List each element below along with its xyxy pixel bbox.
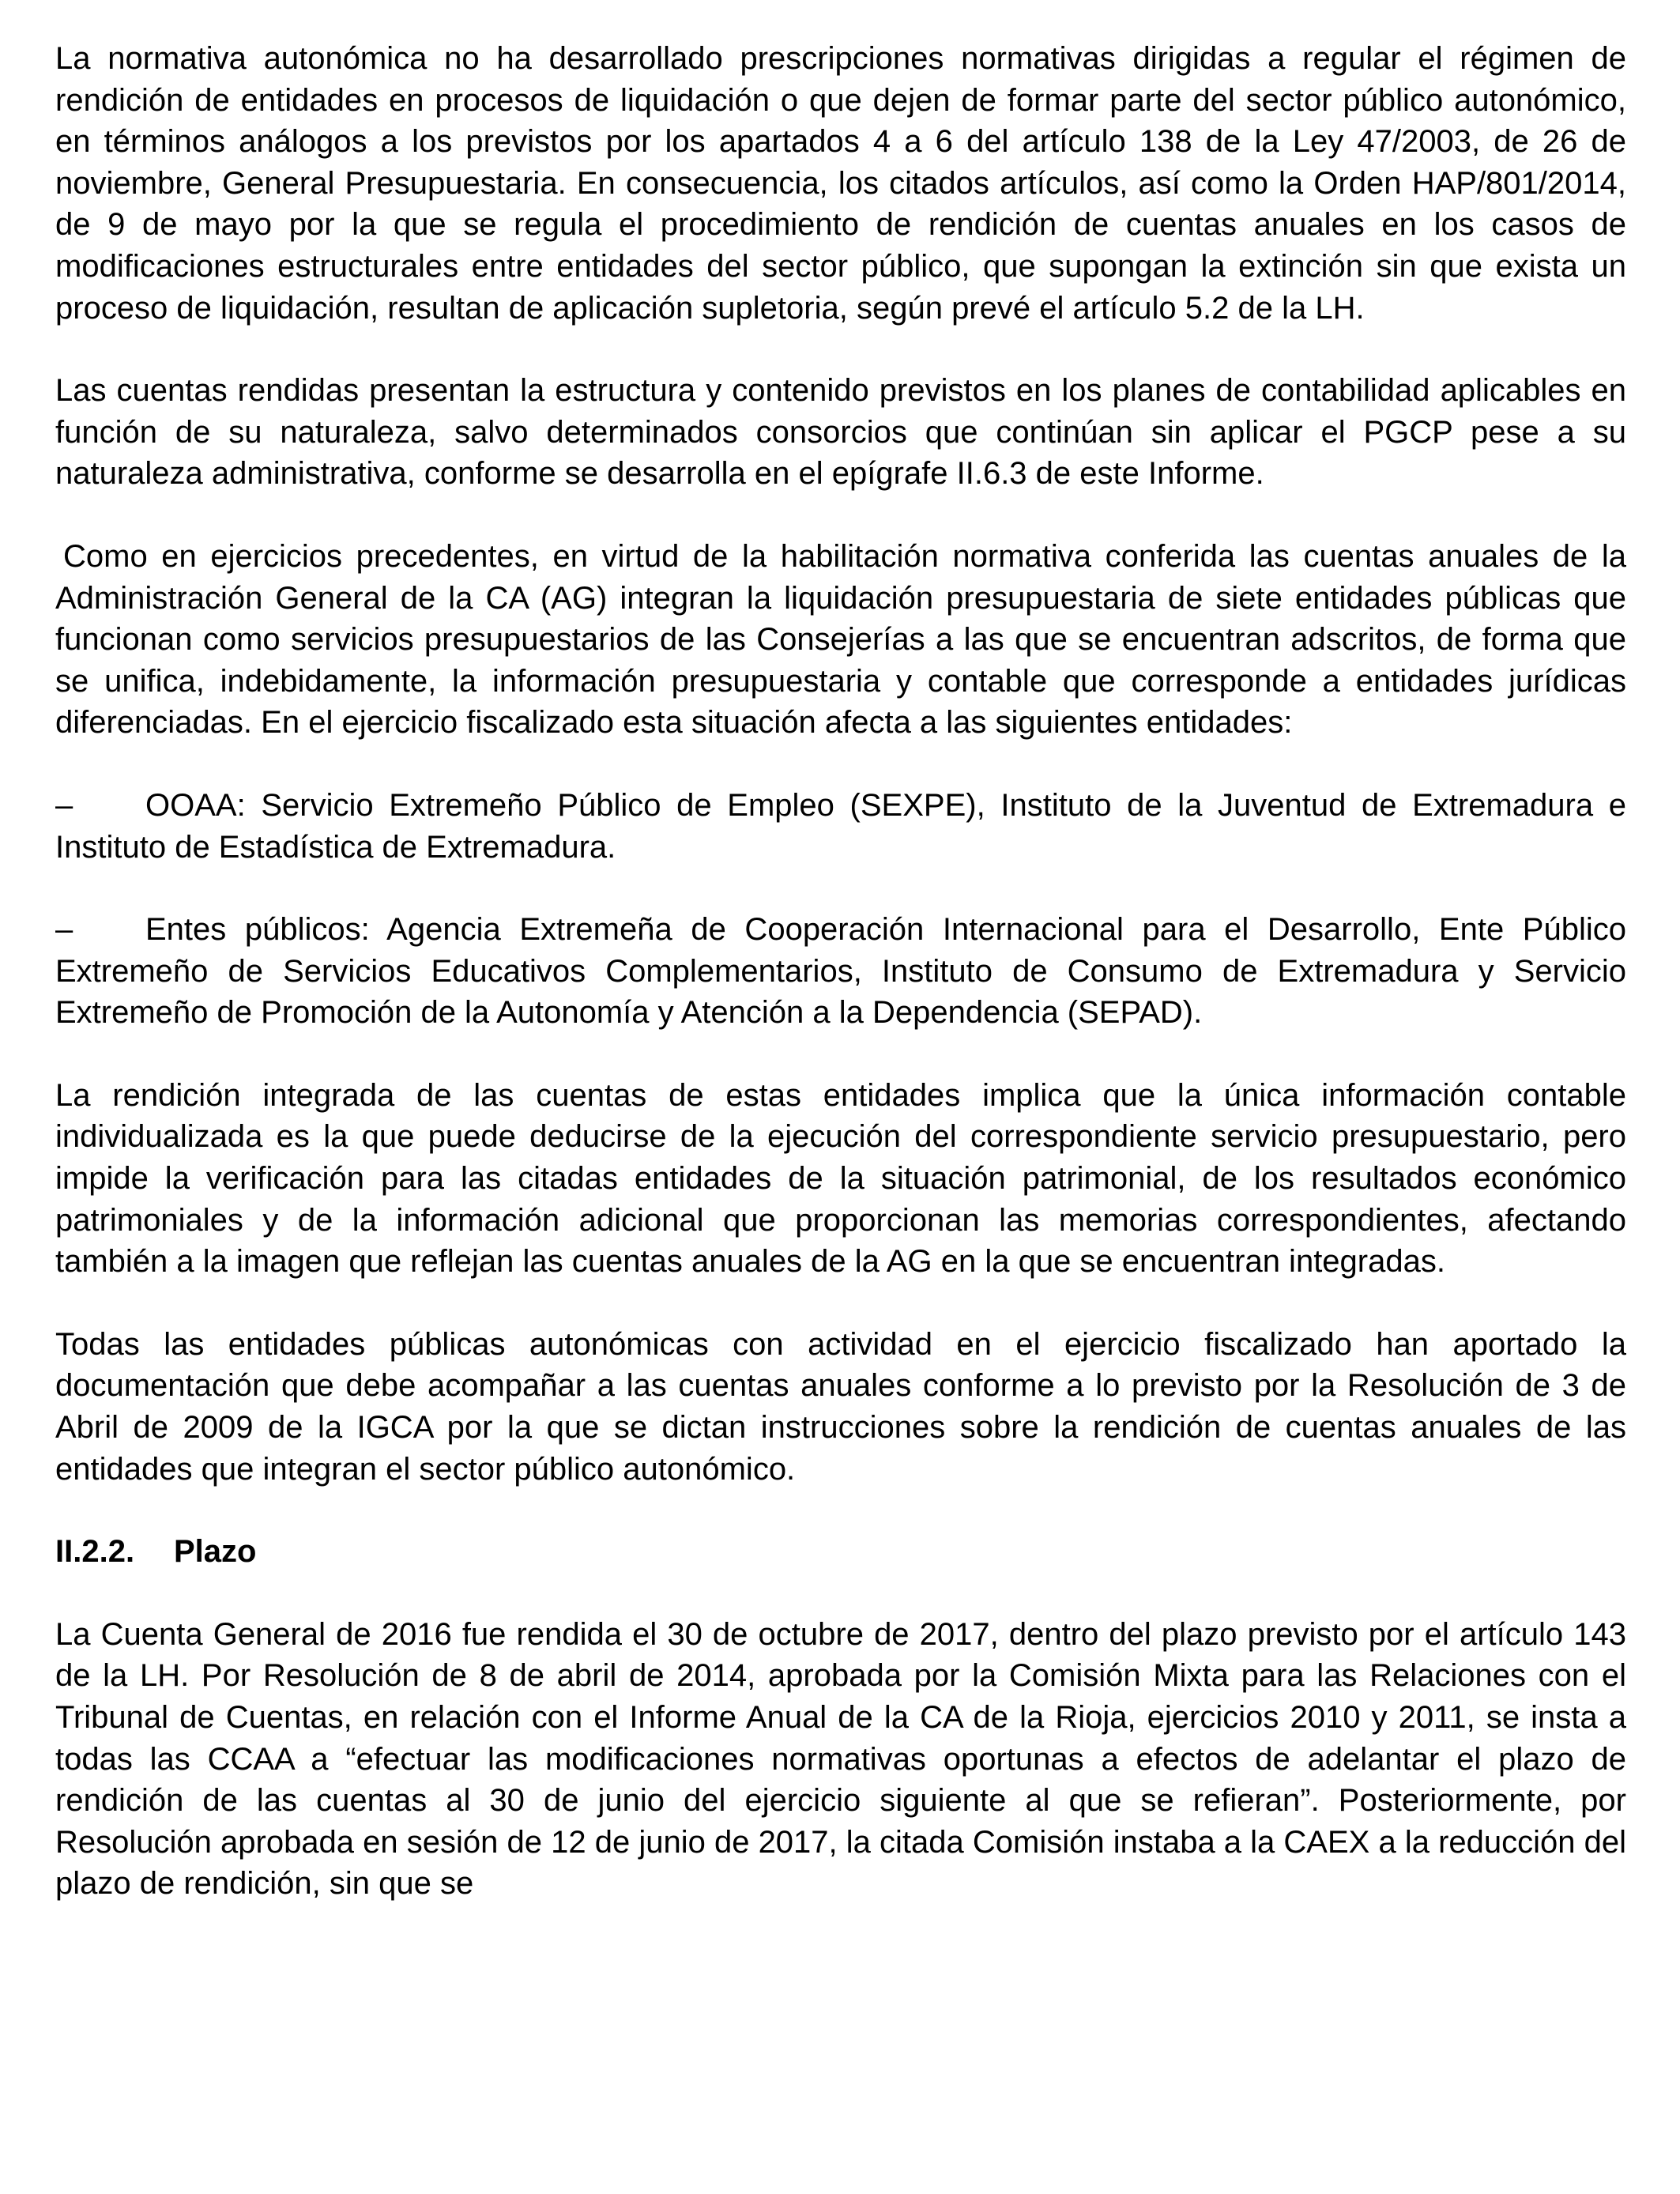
section-title: Plazo	[174, 1534, 257, 1570]
paragraph-accounts-structure: Las cuentas rendidas presentan la estructura y contenido previstos en los planes de contabilidad aplicables en función de su naturaleza, salvo determinados consorcios que continúan sin aplicar el PGCP pese a su naturaleza administrativa, conforme se desarrolla en el epígrafe II.6.3 de este Informe.	[55, 373, 1626, 492]
dash-bullet: –	[55, 912, 73, 948]
paragraph-integrated-entities: Como en ejercicios precedentes, en virtud de la habilitación normativa conferida las cuentas anuales de la Administración General de la CA (AG) integran la liquidación presupuestaria de siete entidades públicas que funcionan como servicios presupuestarios de las Consejerías a las que se encuentran adscritos, de forma que se unifica, indebidamente, la información presupuestaria y contable que corresponde a entidades jurídicas diferenciadas. En el ejercicio fiscalizado esta situación afecta a las siguientes entidades:	[55, 538, 1626, 741]
dash-bullet: –	[55, 787, 73, 823]
paragraph-integrated-rendering: La rendición integrada de las cuentas de estas entidades implica que la única información contable individualizada es la que puede deducirse de la ejecución del correspondiente servicio presupuestario, pero impide la verificación para las citadas entidades de la situación patrimonial, de los resultados económico patrimoniales y de la información adicional que proporcionan las memorias correspondientes, afectando también a la imagen que reflejan las cuentas anuales de la AG en la que se encuentran integradas.	[55, 1077, 1626, 1280]
section-number: II.2.2.	[55, 1534, 135, 1570]
list-item-text: Entes públicos: Agencia Extremeña de Cooperación Internacional para el Desarrollo, Ente Público Extremeño de Servicios Educativos Complementarios, Instituto de Consumo de Extremadura y Servicio Extremeño de Promoción de la Autonomía y Atención a la Dependencia (SEPAD).	[55, 912, 1626, 1031]
list-item-ooaa	[55, 785, 1626, 868]
list-item-entes-publicos	[55, 909, 1626, 1034]
paragraph-deadline: La Cuenta General de 2016 fue rendida el 30 de octubre de 2017, dentro del plazo previsto por el artículo 143 de la LH. Por Resolución de 8 de abril de 2014, aprobada por la Comisión Mixta para las Relaciones con el Tribunal de Cuentas, en relación con el Informe Anual de la CA de la Rioja, ejercicios 2010 y 2011, se insta a todas las CCAA a “efectuar las modificaciones normativas oportunas a efectos de adelantar el plazo de rendición de las cuentas al 30 de junio del ejercicio siguiente al que se refieran”. Posteriormente, por Resolución aprobada en sesión de 12 de junio de 2017, la citada Comisión instaba a la CAEX a la reducción del plazo de rendición, sin que se	[55, 1616, 1626, 1902]
paragraph-regulatory-framework: La normativa autonómica no ha desarrollado prescripciones normativas dirigidas a regular el régimen de rendición de entidades en procesos de liquidación o que dejen de formar parte del sector público autonómico, en términos análogos a los previstos por los apartados 4 a 6 del artículo 138 de la Ley 47/2003, de 26 de noviembre, General Presupuestaria. En consecuencia, los citados artículos, así como la Orden HAP/801/2014, de 9 de mayo por la que se regula el procedimiento de rendición de cuentas anuales en los casos de modificaciones estructurales entre entidades del sector público, que supongan la extinción sin que exista un proceso de liquidación, resultan de aplicación supletoria, según prevé el artículo 5.2 de la LH.	[55, 41, 1626, 326]
paragraph-documentation: Todas las entidades públicas autonómicas con actividad en el ejercicio fiscalizado han aportado la documentación que debe acompañar a las cuentas anuales conforme a lo previsto por la Resolución de 3 de Abril de 2009 de la IGCA por la que se dictan instrucciones sobre la rendición de cuentas anuales de las entidades que integran el sector público autonómico.	[55, 1326, 1626, 1487]
section-heading	[55, 1531, 1626, 1573]
list-item-text: OOAA: Servicio Extremeño Público de Empleo (SEXPE), Instituto de la Juventud de Extremadura e Instituto de Estadística de Extremadura.	[55, 787, 1626, 865]
document-page	[55, 38, 1626, 1946]
